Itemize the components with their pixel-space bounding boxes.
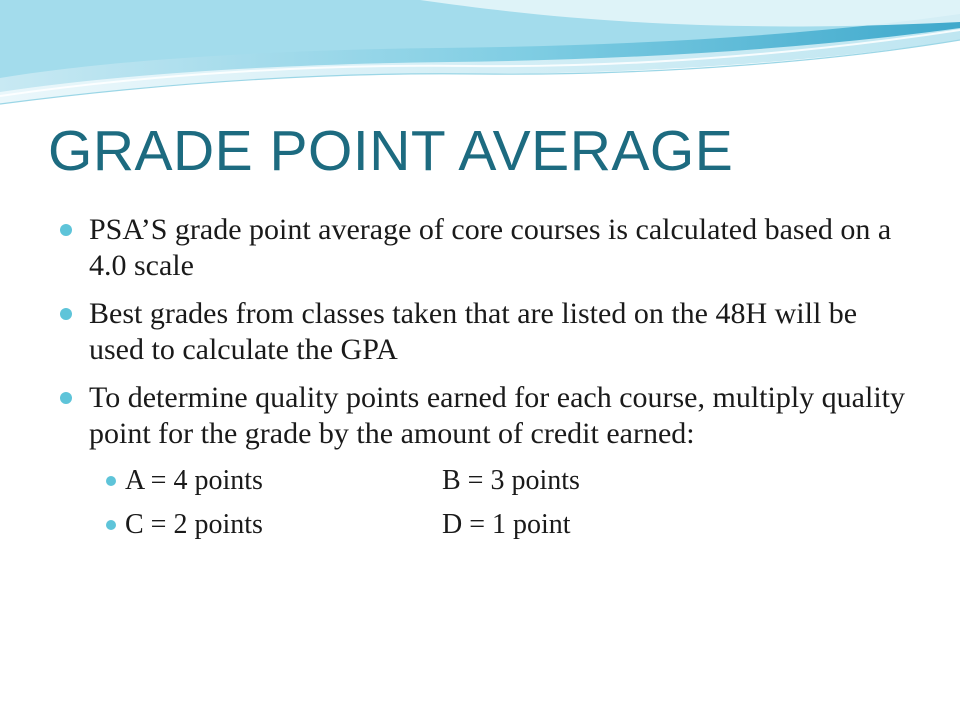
sub-bullet-icon bbox=[106, 520, 116, 530]
grade-points-left: A = 4 points bbox=[125, 465, 263, 496]
bullet-text: Best grades from classes taken that are listed on the 48H will be used to calculate the GPA bbox=[89, 297, 858, 366]
bullet-item bbox=[60, 296, 910, 368]
bullet-item bbox=[60, 212, 910, 284]
grade-points-right: D = 1 point bbox=[442, 509, 571, 540]
sub-bullet-icon bbox=[106, 476, 116, 486]
bullet-text: To determine quality points earned for each course, multiply quality point for the grade by the amount of credit earned: bbox=[89, 381, 905, 450]
header-wave-decoration bbox=[0, 0, 960, 120]
grade-points-left: C = 2 points bbox=[125, 509, 263, 540]
bullet-text: PSA’S grade point average of core courses is calculated based on a 4.0 scale bbox=[89, 213, 892, 282]
grade-points-row bbox=[89, 464, 910, 508]
bullet-icon bbox=[60, 308, 72, 320]
bullet-icon bbox=[60, 224, 72, 236]
grade-points-row bbox=[89, 508, 910, 552]
bullet-list bbox=[60, 212, 910, 564]
grade-points-list bbox=[89, 464, 910, 552]
grade-points-right: B = 3 points bbox=[442, 465, 580, 496]
slide-title: GRADE POINT AVERAGE bbox=[48, 119, 734, 183]
bullet-item bbox=[60, 380, 910, 552]
bullet-icon bbox=[60, 392, 72, 404]
